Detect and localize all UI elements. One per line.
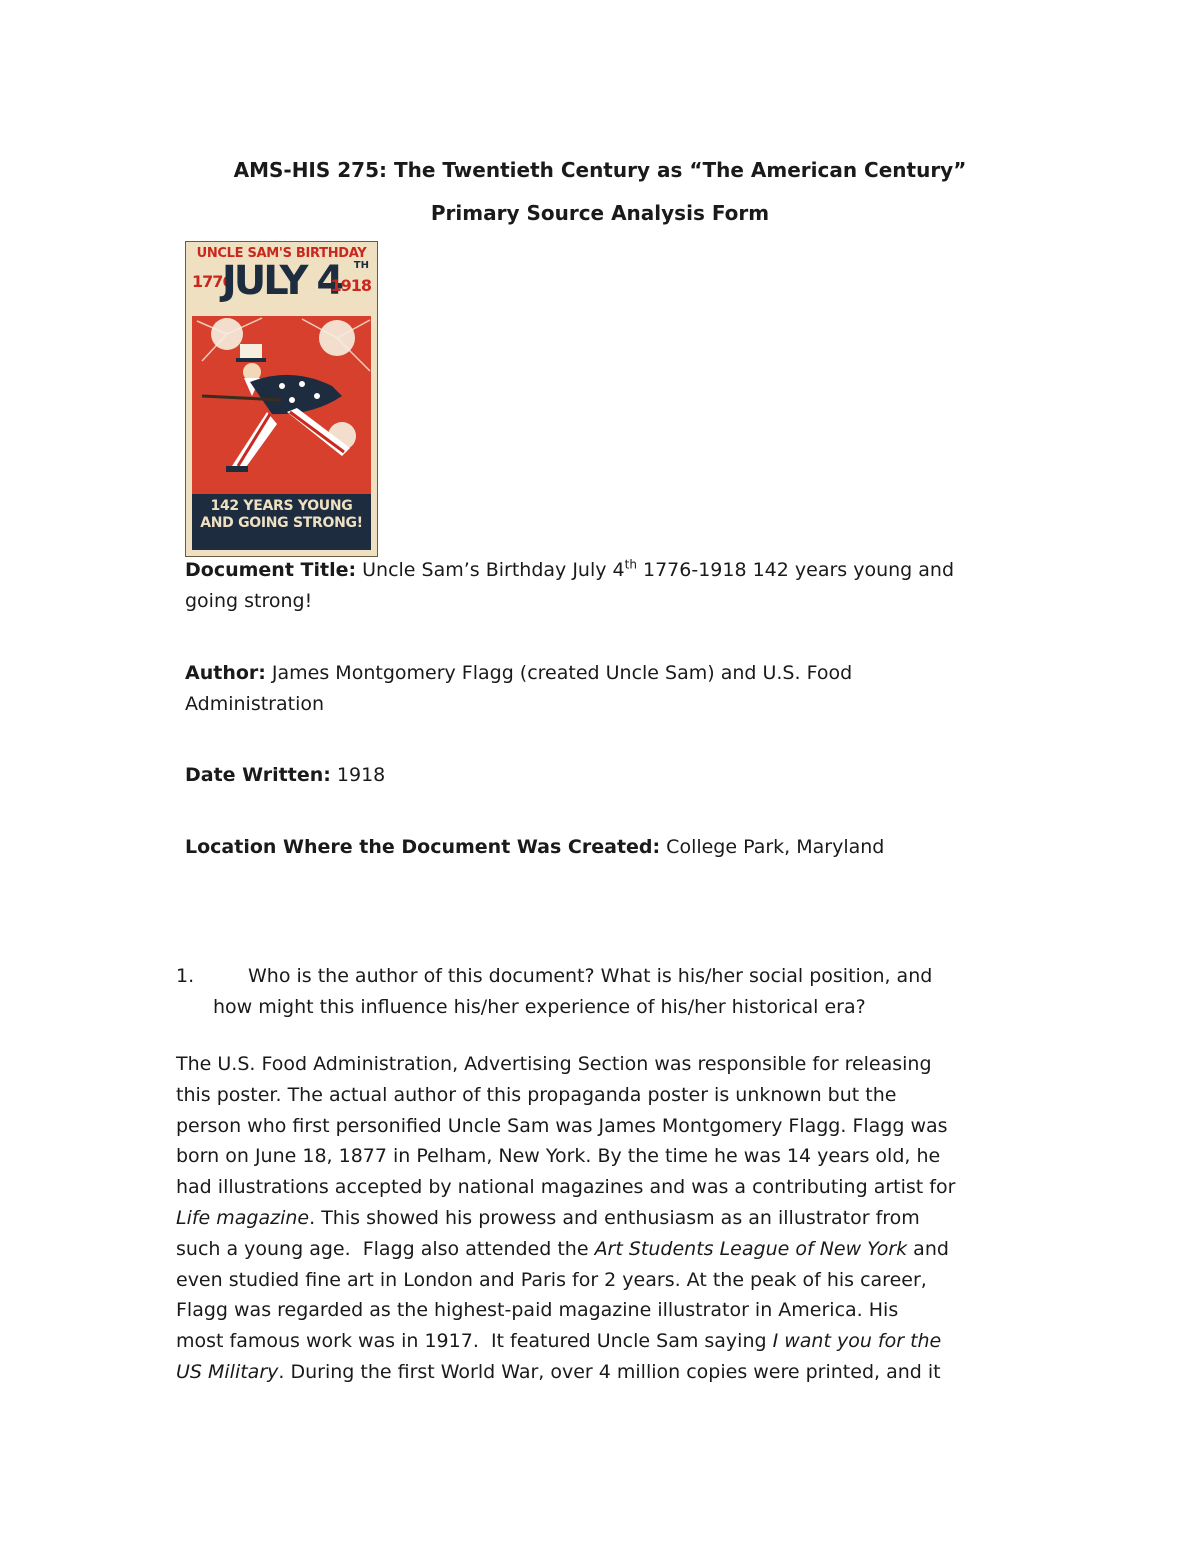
answer-italic-league: Art Students League of New York xyxy=(594,1237,908,1260)
document-title-value-a: Uncle Sam’s Birthday July 4 xyxy=(362,559,625,581)
answer-text: and xyxy=(907,1237,949,1260)
poster-bottom-box xyxy=(192,494,371,550)
poster-bottom-line2: AND GOING STRONG! xyxy=(200,515,363,531)
question-line-1: Who is the author of this document? What is his/her social position, and xyxy=(248,965,933,987)
answer-text: . During the first World War, over 4 million copies were printed, and it xyxy=(278,1360,941,1383)
answer-text: such a young age. Flagg also attended the xyxy=(176,1237,595,1260)
answer-line xyxy=(176,1357,1036,1388)
answer-text: . This showed his prowess and enthusiasm as an illustrator from xyxy=(309,1206,920,1229)
answer-line: The U.S. Food Administration, Advertising Section was responsible for releasing xyxy=(176,1053,932,1075)
page-subtitle: Primary Source Analysis Form xyxy=(430,201,770,225)
answer-line xyxy=(176,1234,1036,1265)
date-field xyxy=(185,760,1045,791)
poster-illustration xyxy=(192,316,373,496)
answer-italic-quote: I want you for the xyxy=(772,1330,942,1353)
document-title-value-c: going strong! xyxy=(185,590,313,612)
answer-paragraph xyxy=(176,1049,1036,1388)
answer-line: born on June 18, 1877 in Pelham, New York. By the time he was 14 years old, he xyxy=(176,1145,941,1168)
page-title: AMS-HIS 275: The Twentieth Century as “The American Century” xyxy=(233,158,967,182)
author-label: Author: xyxy=(185,662,266,684)
poster-month-day: JULY 4 xyxy=(221,258,342,304)
poster-top-line: UNCLE SAM'S BIRTHDAY xyxy=(196,246,367,261)
date-label: Date Written: xyxy=(185,764,331,786)
question-line-2: how might this influence his/her experience of his/her historical era? xyxy=(213,996,866,1018)
answer-line: this poster. The actual author of this propaganda poster is unknown but the xyxy=(176,1083,897,1106)
location-value: College Park, Maryland xyxy=(666,836,885,858)
document-title-field xyxy=(185,555,1045,617)
answer-line: Flagg was regarded as the highest-paid magazine illustrator in America. His xyxy=(176,1299,899,1322)
date-value: 1918 xyxy=(336,764,386,786)
question-number: 1. xyxy=(176,965,195,987)
answer-line: person who first personified Uncle Sam was James Montgomery Flagg. Flagg was xyxy=(176,1114,948,1137)
location-label: Location Where the Document Was Created: xyxy=(185,836,661,858)
answer-line: even studied fine art in London and Paris for 2 years. At the peak of his career, xyxy=(176,1268,927,1291)
author-value-b: Administration xyxy=(185,693,325,715)
answer-line: had illustrations accepted by national magazines and was a contributing artist for xyxy=(176,1176,956,1199)
document-title-label: Document Title: xyxy=(185,559,357,581)
poster-bottom-line1: 142 YEARS YOUNG xyxy=(210,498,353,514)
answer-line xyxy=(176,1203,1036,1234)
answer-line xyxy=(176,1326,1036,1357)
author-field xyxy=(185,658,1045,720)
poster-year-end: 1918 xyxy=(330,276,371,295)
poster-image xyxy=(185,241,378,557)
document-title-sup: th xyxy=(624,557,637,572)
location-field xyxy=(185,832,1045,863)
author-value-a: James Montgomery Flagg (created Uncle Sam) and U.S. Food xyxy=(271,662,853,684)
document-title-value-b: 1776-1918 142 years young and xyxy=(642,559,955,581)
poster-suffix: TH xyxy=(353,260,369,271)
answer-italic-military: US Military xyxy=(176,1360,279,1383)
answer-italic-life: Life magazine xyxy=(176,1206,310,1229)
answer-text: most famous work was in 1917. It featured Uncle Sam saying xyxy=(176,1330,773,1353)
poster-year-start: 1776 xyxy=(192,272,233,291)
